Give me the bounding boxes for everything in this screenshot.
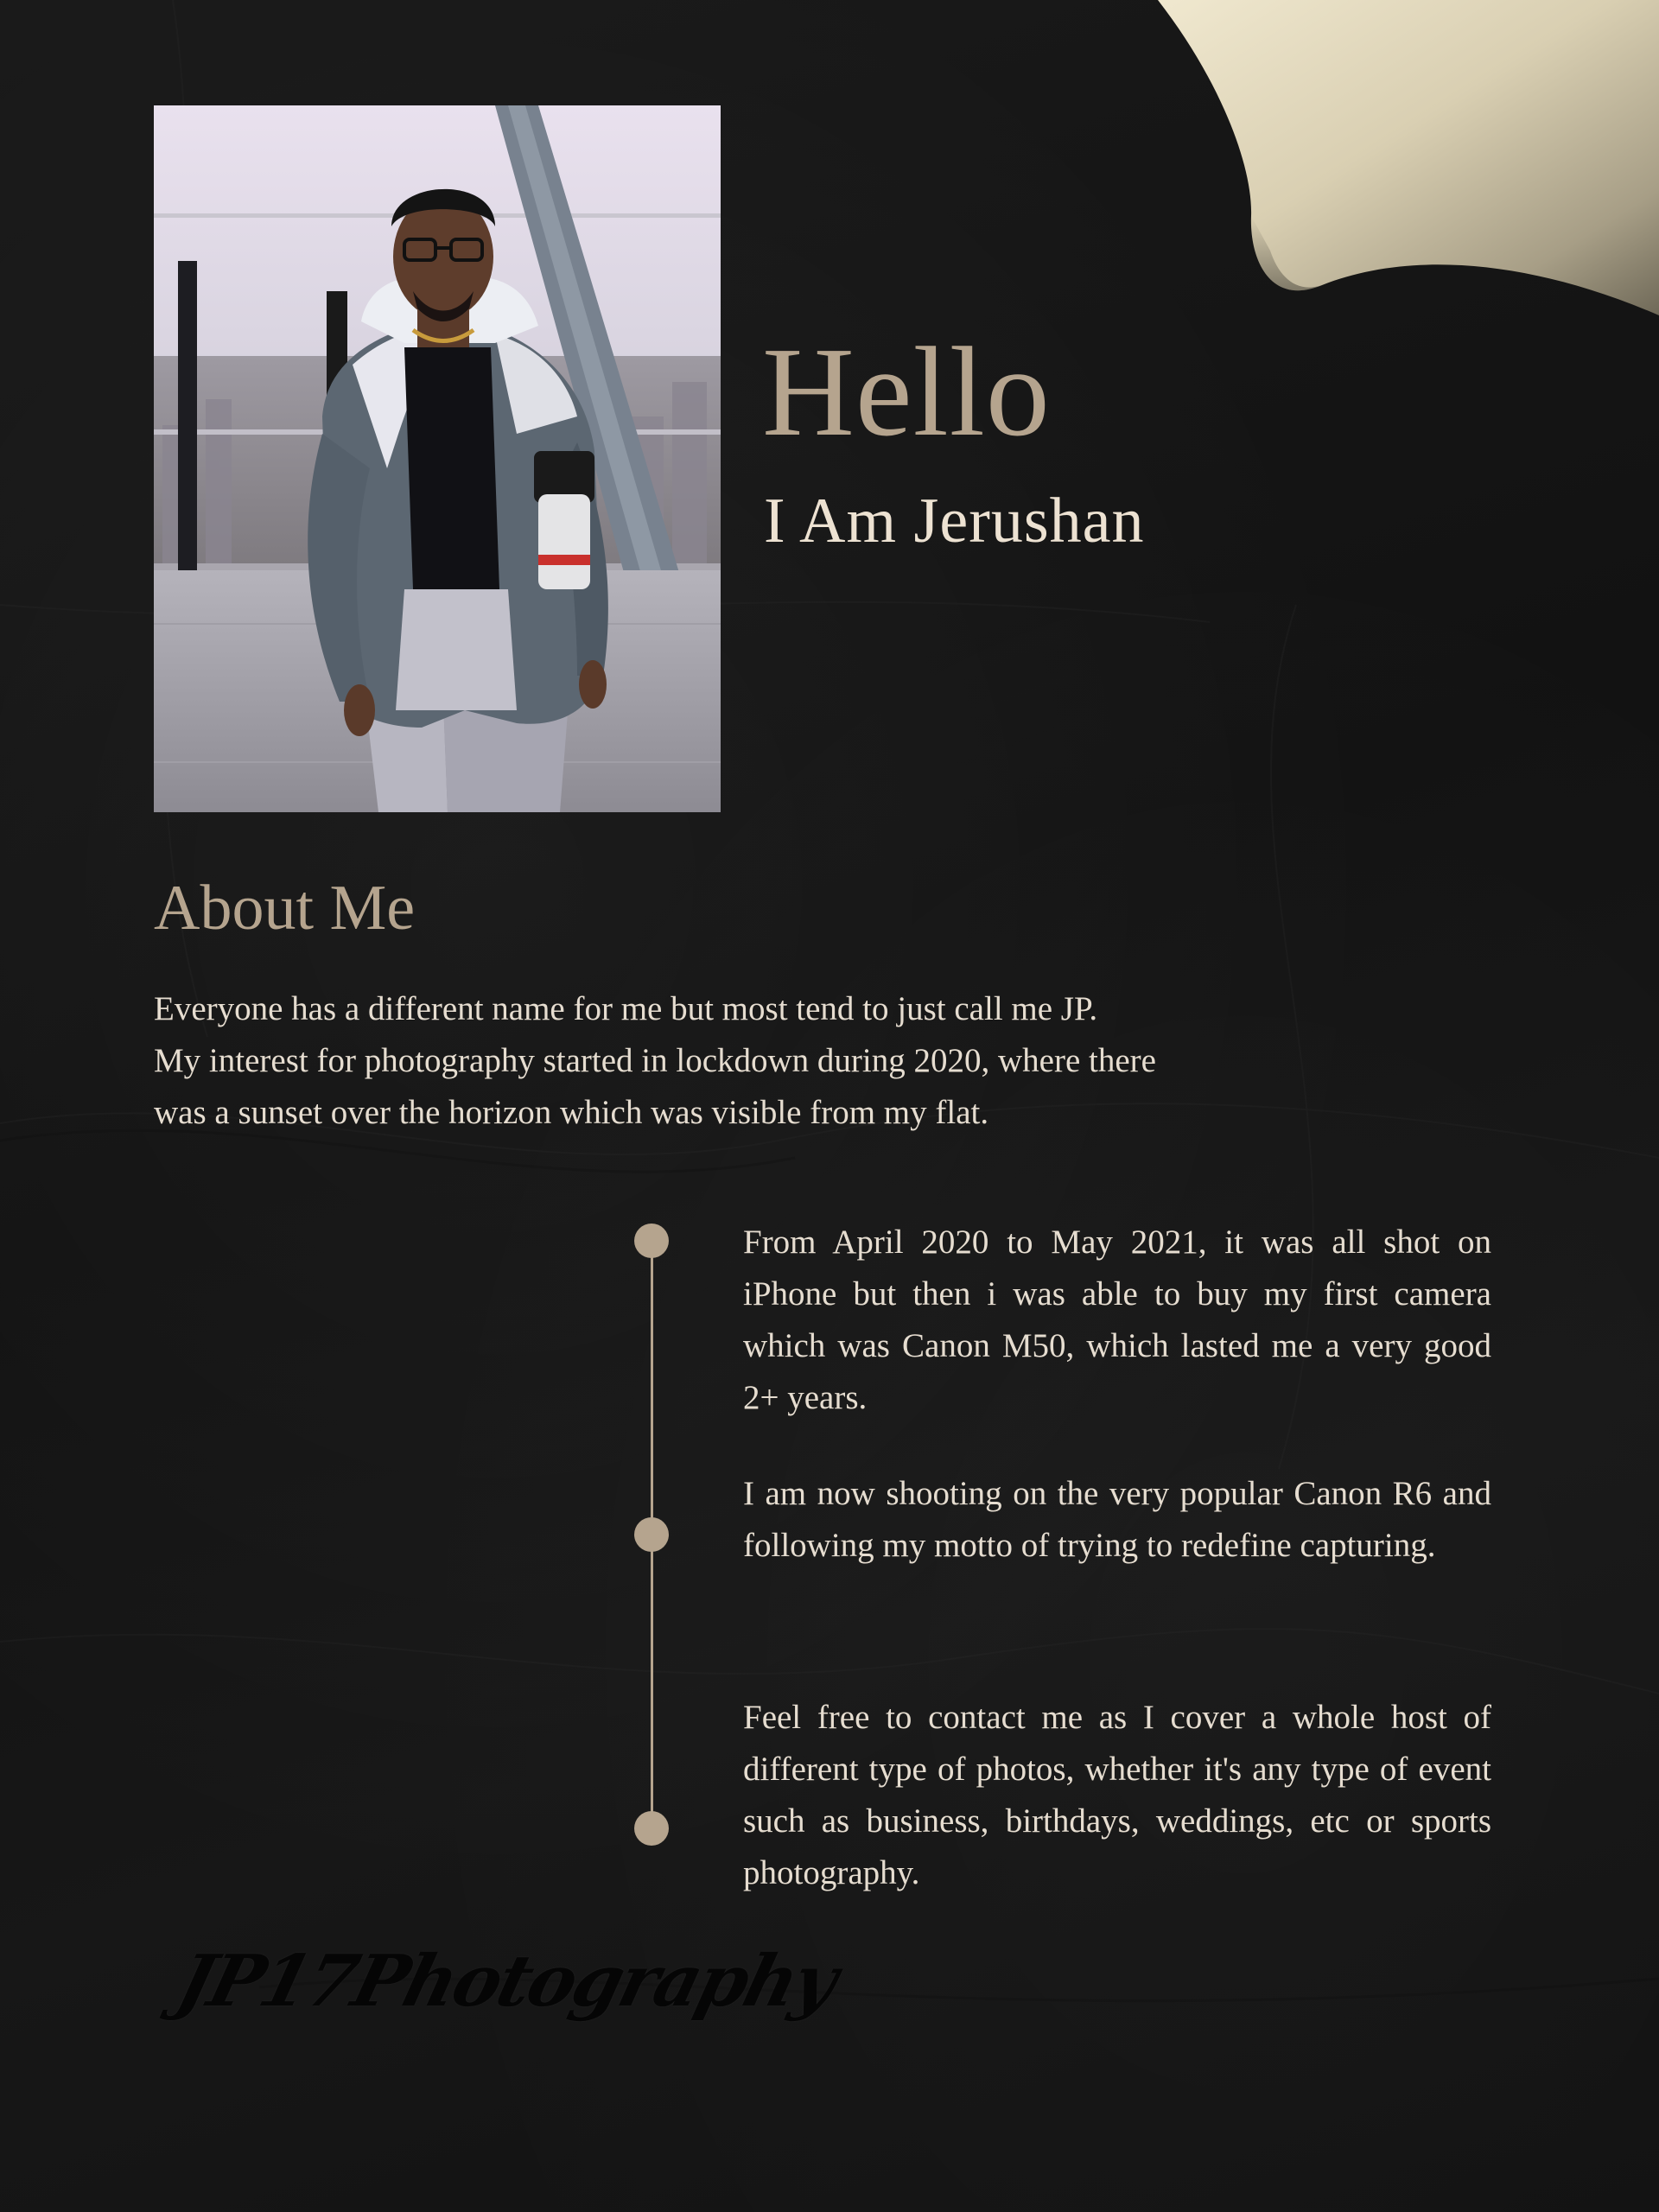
about-me-text xyxy=(154,983,1433,1139)
page-curl-decoration xyxy=(1149,0,1659,320)
about-line: Everyone has a different name for me but most tend to just call me JP. xyxy=(154,990,1098,1027)
hello-heading: Hello xyxy=(762,321,1051,463)
timeline-dot xyxy=(634,1811,669,1846)
timeline-item-text: From April 2020 to May 2021, it was all shot on iPhone but then i was able to buy my first camera which was Canon M50, which lasted me a very good 2+ years. xyxy=(743,1224,1491,1416)
timeline-dot xyxy=(634,1517,669,1552)
about-me-title: About Me xyxy=(154,873,416,944)
about-line: My interest for photography started in lockdown during 2020, where there xyxy=(154,1042,1156,1079)
timeline-dot xyxy=(634,1224,669,1258)
signature-logo: JP17Photography xyxy=(169,1940,844,2023)
name-heading: I Am Jerushan xyxy=(764,486,1145,556)
timeline-item-text: I am now shooting on the very popular Canon R6 and following my motto of trying to redefine capturing. xyxy=(743,1475,1491,1564)
timeline-item-text: Feel free to contact me as I cover a whole host of different type of photos, whether it's any type of event such as business, birthdays, weddings, etc or sports photography. xyxy=(743,1699,1491,1891)
about-line: was a sunset over the horizon which was visible from my flat. xyxy=(154,1094,989,1131)
portrait-photo xyxy=(154,105,721,812)
